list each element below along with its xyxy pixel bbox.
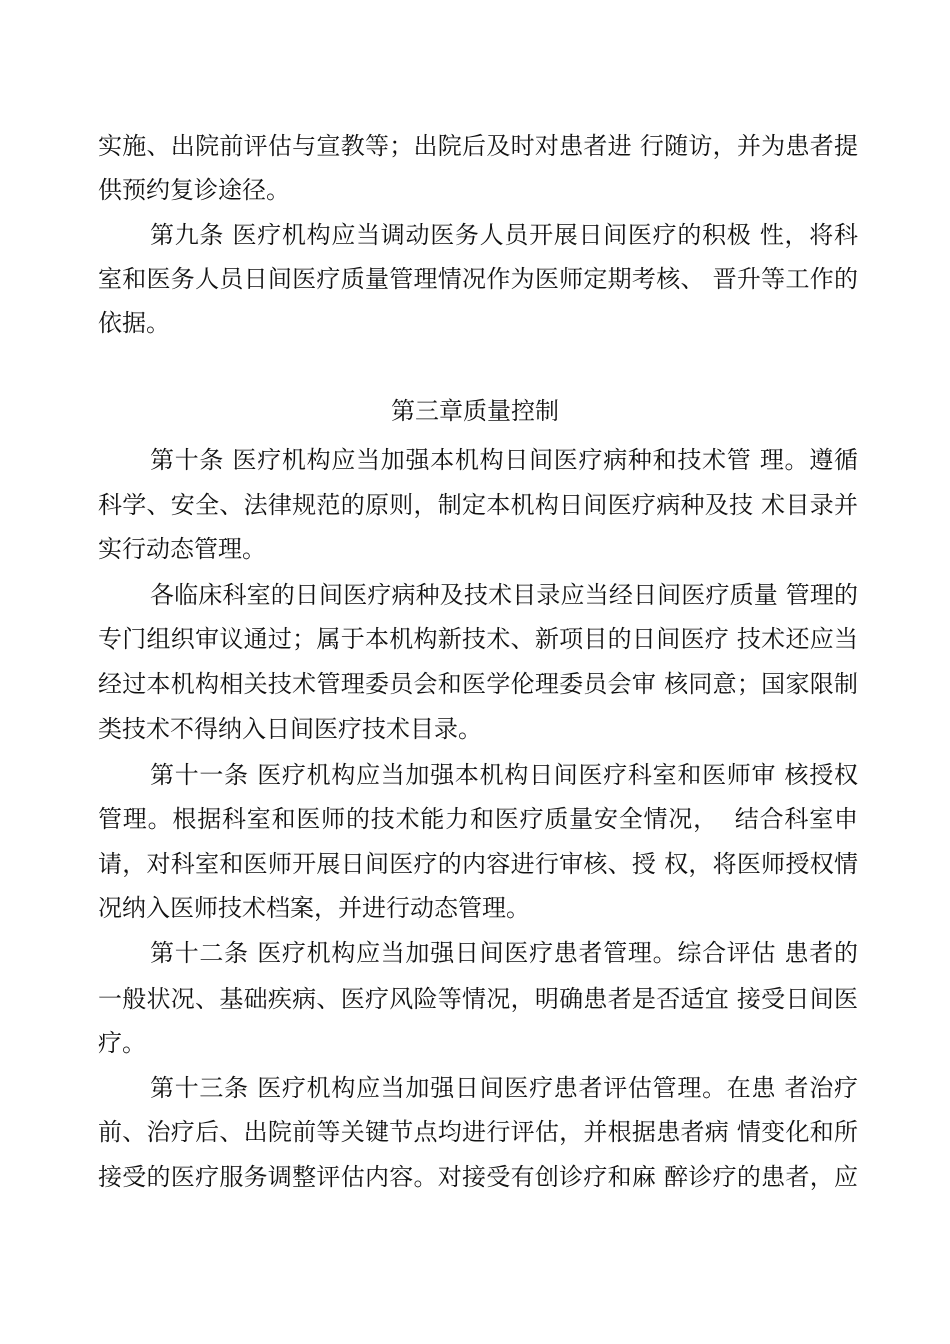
text-line: 供预约复诊途径。 xyxy=(98,176,290,204)
text-line: 依据。 xyxy=(98,309,170,337)
text-line: 疗。 xyxy=(98,1029,146,1057)
article-10-first-line: 第十条 医疗机构应当加强本机构日间医疗病种和技术管 理。遵循 xyxy=(150,446,858,474)
text-line: 实行动态管理。 xyxy=(98,535,266,563)
text-line: 实施、出院前评估与宣教等；出院后及时对患者进 行随访，并为患者提 xyxy=(98,132,858,160)
article-12-first-line: 第十二条 医疗机构应当加强日间医疗患者管理。综合评估 患者的 xyxy=(150,939,858,967)
text-line: 况纳入医师技术档案，并进行动态管理。 xyxy=(98,894,530,922)
text-line: 一般状况、基础疾病、医疗风险等情况，明确患者是否适宜 接受日间医 xyxy=(98,985,858,1013)
text-line: 科学、安全、法律规范的原则，制定本机构日间医疗病种及技 术目录并 xyxy=(98,491,858,519)
text-line: 前、治疗后、出院前等关键节点均进行评估，并根据患者病 情变化和所 xyxy=(98,1118,858,1146)
text-line: 室和医务人员日间医疗质量管理情况作为医师定期考核、 晋升等工作的 xyxy=(98,265,858,293)
text-line: 管理。根据科室和医师的技术能力和医疗质量安全情况， 结合科室申 xyxy=(98,805,858,833)
article-13-first-line: 第十三条 医疗机构应当加强日间医疗患者评估管理。在患 者治疗 xyxy=(150,1074,858,1102)
text-line: 请，对科室和医师开展日间医疗的内容进行审核、授 权，将医师授权情 xyxy=(98,850,858,878)
text-line: 经过本机构相关技术管理委员会和医学伦理委员会审 核同意；国家限制 xyxy=(98,670,858,698)
paragraph-first-line: 各临床科室的日间医疗病种及技术目录应当经日间医疗质量 管理的 xyxy=(150,581,858,609)
article-11-first-line: 第十一条 医疗机构应当加强本机构日间医疗科室和医师审 核授权 xyxy=(150,761,858,789)
text-line: 接受的医疗服务调整评估内容。对接受有创诊疗和麻 醉诊疗的患者，应 xyxy=(98,1163,858,1191)
article-9-first-line: 第九条 医疗机构应当调动医务人员开展日间医疗的积极 性，将科 xyxy=(150,221,858,249)
text-line: 专门组织审议通过；属于本机构新技术、新项目的日间医疗 技术还应当 xyxy=(98,625,858,653)
text-line: 类技术不得纳入日间医疗技术目录。 xyxy=(98,715,482,743)
chapter-heading: 第三章质量控制 xyxy=(391,397,559,425)
